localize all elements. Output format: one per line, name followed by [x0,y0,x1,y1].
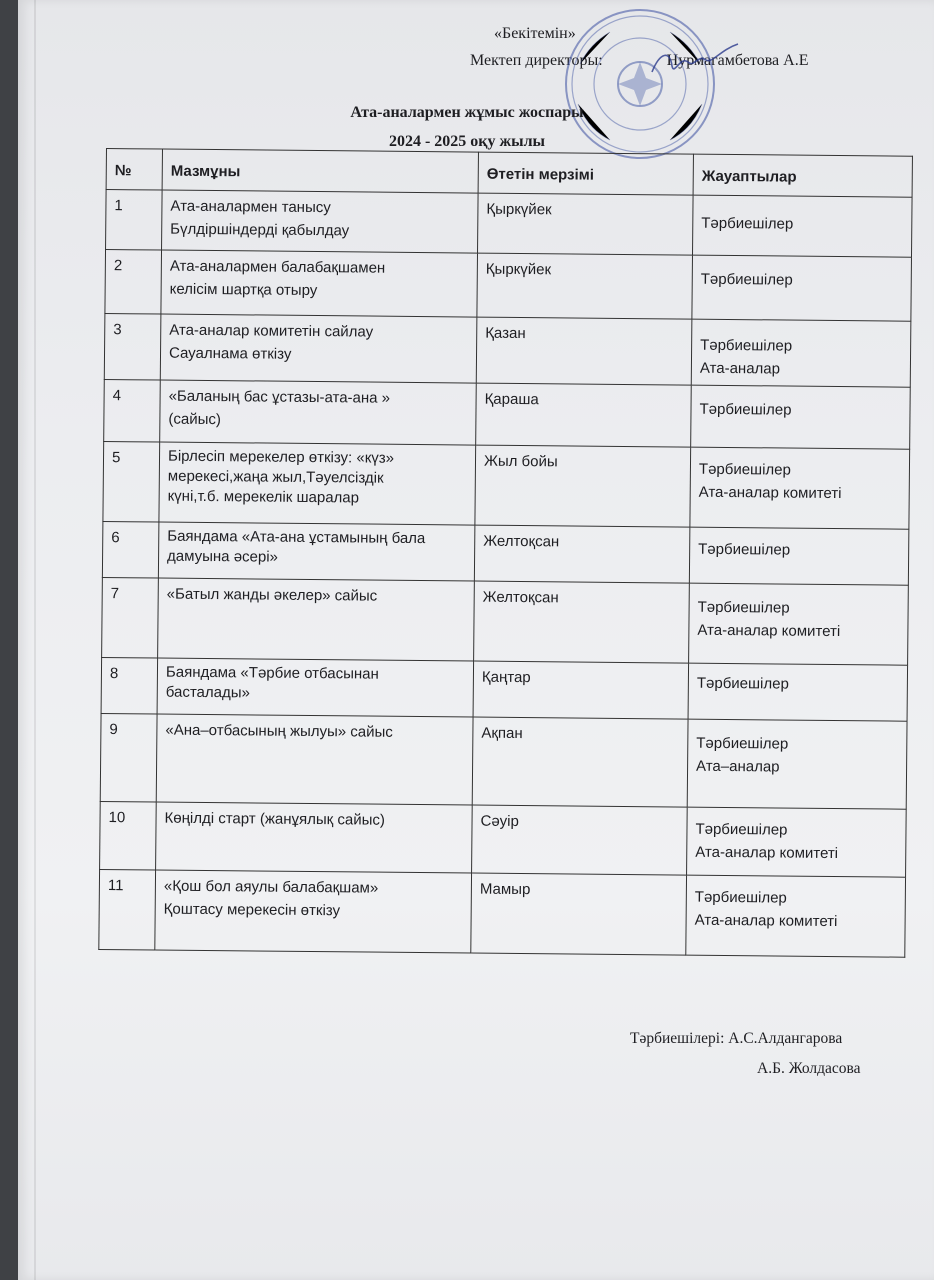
row-date: Қараша [476,383,692,447]
row-responsible: Тәрбиешілер [692,195,912,257]
row-responsible: Тәрбиешілер Ата-аналар комитеті [689,583,909,665]
row-number: 3 [104,313,161,380]
row-number: 2 [105,250,162,315]
table-row [106,190,913,258]
row-number: 1 [106,190,163,251]
row-responsible: Тәрбиешілер [692,255,912,321]
row-date: Желтоқсан [474,581,690,663]
table-row [104,379,911,449]
row-responsible: Тәрбиешілер [688,663,908,721]
row-date: Желтоқсан [474,525,690,583]
teachers-signature-line: Тәрбиешілері: А.С.Алдангарова [630,1030,843,1047]
row-content: Баяндама «Тәрбие отбасынан басталады» [157,658,474,717]
row-date: Жыл бойы [475,445,691,527]
row-number: 8 [101,657,158,714]
table-row [101,657,908,721]
row-content: Ата-аналар комитетін сайлау Сауалнама өткізу [160,314,477,383]
row-content: «Қош бол аяулы балабақшам» Қоштасу мерекесін өткізу [155,870,472,953]
row-date: Қазан [476,317,692,385]
approval-director: Мектеп директоры: Нурмагамбетова А.Е [470,52,809,69]
header-number: № [106,149,162,191]
director-signature [650,42,740,82]
table-row [104,313,911,387]
table-row [102,577,909,665]
row-responsible: Тәрбиешілер Ата–аналар [687,719,907,809]
row-responsible: Тәрбиешілер Ата-аналар комитеті [687,807,907,877]
row-date: Мамыр [471,873,687,955]
table-row [103,441,910,529]
table-row [105,250,912,322]
academic-year: 2024 - 2025 оқу жылы [388,133,546,150]
row-content: Ата-аналармен танысу Бүлдіршіндерді қабылдау [162,190,479,253]
row-number: 10 [100,801,157,870]
row-content: Бірлесіп мерекелер өткізу: «күз» мерекесі,жаңа жыл,Тәуелсіздік күні,т.б. мерекелік шаралар [159,442,476,525]
row-date: Қыркүйек [477,253,693,319]
row-date: Ақпан [472,717,688,807]
row-responsible: Тәрбиешілер [691,385,911,449]
row-number: 9 [100,713,157,802]
row-responsible: Тәрбиешілер Ата-аналар [691,319,911,387]
row-content: Баяндама «Ата-ана ұстамының бала дамуына әсері» [158,522,475,581]
approval-heading: «Бекітемін» [494,25,576,42]
row-date: Сәуір [472,805,688,875]
row-responsible: Тәрбиешілер Ата-аналар комитеті [686,875,906,957]
header-content: Мазмұны [162,149,478,193]
document-title: Ата-аналармен жұмыс жоспары [350,104,584,121]
row-content: «Баланың бас ұстазы-ата-ана » (сайыс) [160,380,477,445]
work-plan-table [98,148,913,958]
table-row [102,521,909,585]
row-content: «Ана–отбасының жылуы» сайыс [156,714,473,805]
table-row [100,713,907,809]
row-number: 6 [102,521,159,578]
header-date: Өтетін мерзімі [478,152,693,195]
row-responsible: Тәрбиешілер [689,527,909,585]
row-number: 4 [104,379,161,442]
row-content: Ата-аналармен балабақшамен келісім шартқа отыру [161,250,478,317]
header-responsible: Жауаптылар [693,154,912,197]
row-content: Көңілді старт (жанұялық сайыс) [156,802,473,873]
table-row [100,801,907,877]
paper-edge [34,0,36,1280]
row-responsible: Тәрбиешілер Ата-аналар комитеті [690,447,910,529]
row-date: Қаңтар [473,661,689,719]
row-number: 7 [102,577,159,658]
row-number: 11 [99,869,156,950]
row-date: Қыркүйек [478,193,694,255]
row-content: «Батыл жанды әкелер» сайыс [158,578,475,661]
table-row [99,869,906,957]
teacher-second-name: А.Б. Жолдасова [757,1060,861,1077]
row-number: 5 [103,441,160,522]
